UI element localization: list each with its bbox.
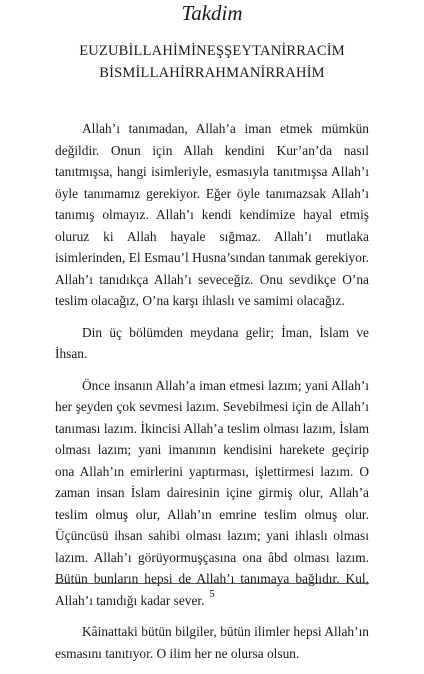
paragraph: Din üç bölümden meydana gelir; İman, İslam ve İhsan. bbox=[55, 324, 369, 361]
heading-line-1: EUZUBİLLAHİMİNEŞŞEYTANİRRACİM bbox=[79, 43, 345, 59]
paragraph: Allah’ı tanımadan, Allah’a iman etmek mümkün değildir. Onun için Allah kendini Kur’an’da nasıl tanıtmışsa, hangi isimleriyle, esmasıyla tanıtmışsa Allah’ı öyle tanımamız gerekiyor. Eğer öyle tanımazsak Allah’ı tanımış olmayız. Allah’ı kendi kendimize hayal etmiş oluruz ki Allah hayale sığmaz. Allah’ı mutlaka isimlerinden, El Esmau’l Husna’sından tanımak gerekiyor. Allah’ı tanıdıkça Allah’ı seveceğiz. Onu sevdikçe O’na teslim olacağız, O’na karşı ihlaslı ve samimi olacağız. bbox=[55, 121, 369, 308]
paragraph: Kâinattaki bütün bilgiler, bütün ilimler hepsi Allah’ın esmasını tanıtıyor. O ilim her ne olursa olsun. bbox=[55, 624, 369, 661]
footer-divider bbox=[55, 583, 369, 584]
paragraph: Önce insanın Allah’a iman etmesi lazım; yani Allah’ı her şeyden çok sevmesi lazım. Sevebilmesi için de Allah’ı tanıması lazım. İkincisi Allah’a teslim olması lazım, İslam olması lazım; yani imanının kendisini harekete geçirip ona Allah’ın emirlerini yaptırması, işlettirmesi lazım. O zaman insan İslam dairesinin içine girmiş olur, Allah’a teslim olmuş olur, Allah’ın emrine teslim olmuş olur. Üçüncüsü ihsan sahibi olması lazım; yani ihlaslı olması lazım. Allah’ı görüyormuşçasına ona âbd olması lazım. Bütün bunların hepsi de Allah’ı tanımaya bağlıdır. Kul, Allah’ı tanıdığı kadar sever. bbox=[55, 377, 369, 608]
page-title: Takdim bbox=[181, 1, 243, 25]
heading-line-2: BİSMİLLAHİRRAHMANİRRAHİM bbox=[99, 65, 325, 81]
page-number: 5 bbox=[209, 588, 215, 600]
